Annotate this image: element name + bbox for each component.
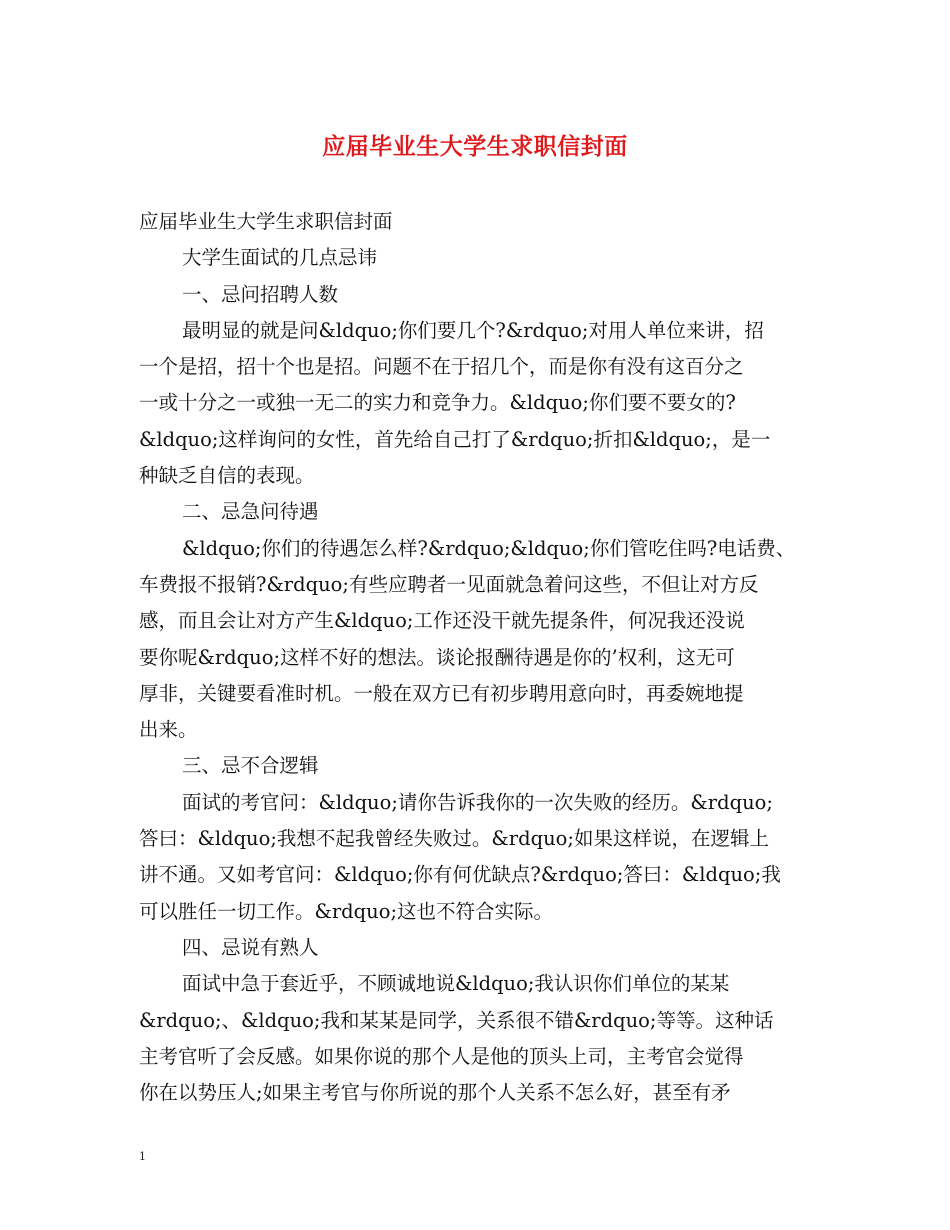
body-line: 讲不通。又如考官问：&ldquo;你有何优缺点?&rdquo;答曰：&ldquo;我: [139, 863, 781, 887]
body-line: &rdquo;、&ldquo;我和某某是同学，关系很不错&rdquo;等等。这种话: [139, 1008, 774, 1032]
section-heading: 四、忌说有熟人: [182, 935, 319, 959]
body-line: 要你呢&rdquo;这样不好的想法。谈论报酬待遇是你的’权利，这无可: [139, 645, 735, 669]
body-line: 最明显的就是问&ldquo;你们要几个?&rdquo;对用人单位来讲，招: [182, 318, 764, 342]
body-line: 一或十分之一或独一无二的实力和竞争力。&ldquo;你们要不要女的?: [139, 391, 736, 415]
document-title: 应届毕业生大学生求职信封面: [322, 133, 628, 160]
body-line: 你在以势压人;如果主考官与你所说的那个人关系不怎么好，甚至有矛: [139, 1081, 731, 1105]
body-line: 种缺乏自信的表现。: [139, 464, 315, 488]
body-line: 答曰：&ldquo;我想不起我曾经失败过。&rdquo;如果这样说，在逻辑上: [139, 827, 769, 851]
section-heading: 二、忌急问待遇: [182, 500, 319, 524]
body-line: 厚非，关键要看准时机。一般在双方已有初步聘用意向时，再委婉地提: [139, 681, 744, 705]
body-line: 面试中急于套近乎，不顾诚地说&ldquo;我认识你们单位的某某: [182, 972, 730, 996]
body-line: 感，而且会让对方产生&ldquo;工作还没干就先提条件，何况我还没说: [139, 609, 745, 633]
body-line: &ldquo;你们的待遇怎么样?&rdquo;&ldquo;你们管吃住吗?电话费、: [182, 536, 796, 560]
body-line: 车费报不报销?&rdquo;有些应聘者一见面就急着问这些，不但让对方反: [139, 572, 759, 596]
body-line: 应届毕业生大学生求职信封面: [139, 210, 393, 233]
body-line: 主考官听了会反感。如果你说的那个人是他的顶头上司，主考官会觉得: [139, 1044, 744, 1068]
body-line: 一个是招，招十个也是招。问题不在于招几个，而是你有没有这百分之: [139, 355, 744, 379]
body-line: 出来。: [139, 718, 198, 742]
body-line: &ldquo;这样询问的女性，首先给自己打了&rdquo;折扣&ldquo;，是一: [139, 427, 771, 451]
section-heading: 一、忌问招聘人数: [182, 282, 339, 306]
body-line: 面试的考官问：&ldquo;请你告诉我你的一次失败的经历。&rdquo;: [182, 790, 773, 814]
body-line: 可以胜任一切工作。&rdquo;这也不符合实际。: [139, 899, 554, 923]
page-number: 1: [139, 1150, 146, 1163]
section-heading: 三、忌不合逻辑: [182, 754, 319, 778]
document-body: [139, 204, 815, 1111]
section-heading: 大学生面试的几点忌讳: [182, 246, 378, 270]
